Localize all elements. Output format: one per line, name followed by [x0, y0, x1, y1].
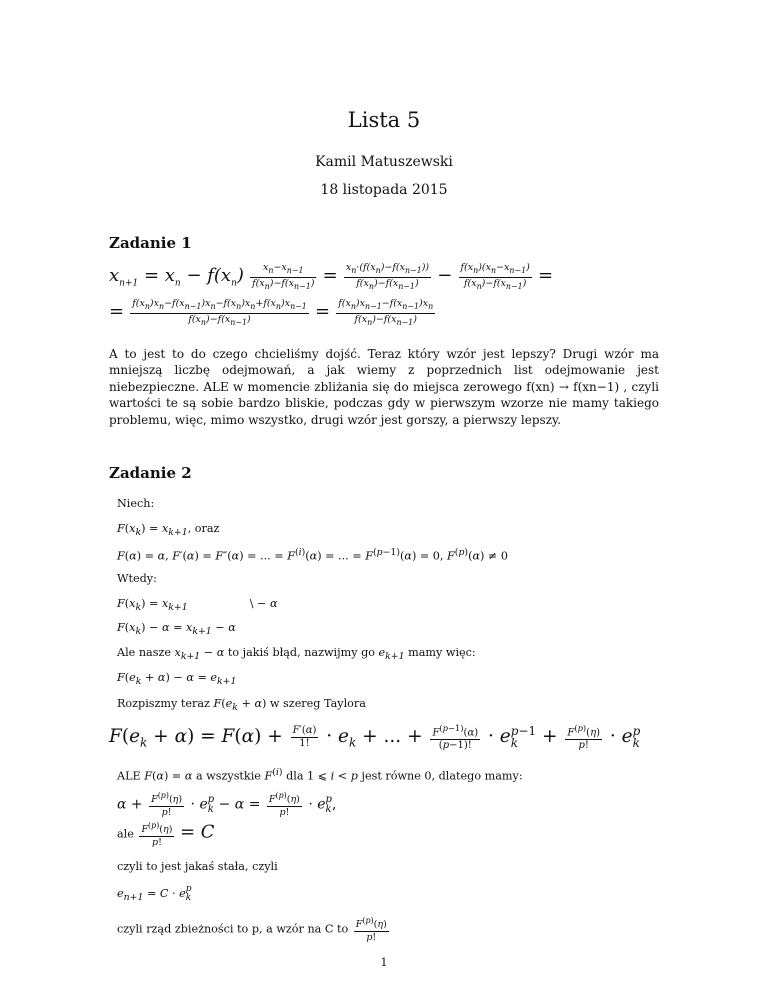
line-error-eq: $F(e_k + \alpha) - \alpha = e_{k+1}$: [117, 671, 237, 688]
section-heading-zadanie-2: Zadanie 2: [109, 464, 192, 482]
text-niech: Niech:: [117, 497, 155, 510]
line-definition: $F(x_k) = x_{k+1}$, oraz: [117, 522, 220, 539]
author: Kamil Matuszewski: [315, 154, 453, 170]
page-number: 1: [380, 956, 388, 969]
text-ale-lower: ale: [117, 827, 134, 841]
text-ale-caps: ALE: [117, 769, 141, 783]
text-to-jakis: to jakiś błąd, nazwijmy go: [227, 646, 375, 659]
taylor-series-equation: $F(e_k + \alpha) = F(\alpha)$ + $\frac{F'(\alpha)}{1!}$ · $e_k$ + ... + $\frac{F^{(p-1)}(\alpha)}{(p-1)!}$ · e p−1 k + $\frac{F^{(p)}(\eta)}{p!}$ · e p k: [109, 723, 641, 752]
line-rozpiszmy: Rozpiszmy teraz $F(e_k + \alpha)$ w szereg Taylora: [117, 697, 366, 714]
page-title: Lista 5: [347, 108, 421, 132]
zadanie-1-paragraph: A to jest to do czego chcieliśmy dojść. Teraz który wzór jest lepszy? Drugi wzór ma mniejszą liczbę odejmowań, a jak wiemy z poprzednich list odejmowanie jest niebezpieczne. ALE w momencie zbliżania się do miejsca zerowego f(xn) → f(xn−1) , czyli wartości te są sobie bardzo bliskie, podczas gdy w pierwszym wzorze nie mamy takiego problemu, więc, mimo wszystko, drugi wzór jest gorszy, a pierwszy lepszy.: [109, 347, 659, 427]
line-recurrence: $e_{n+1} = C \cdot e$ p k: [117, 884, 192, 904]
text-stala: czyli to jest jakaś stała, czyli: [117, 860, 278, 873]
equation-line-2: = $\frac{f(x_n)x_n-f(x_{n-1})x_n-f(x_n)x_n+f(x_n)x_{n-1}}{f(x_n)-f(x_{n-1})}$ = $\frac{f(x_n)x_{n-1}-f(x_{n-1})x_n}{f(x_n)-f(x_{n-1})}$: [109, 298, 434, 327]
text-w-szereg: w szereg Taylora: [269, 697, 366, 710]
line-alpha-sum: α + $\frac{F^{(p)}(\eta)}{p!}$ · e p k − α = $\frac{F^{(p)}(\eta)}{p!}$ · e p k ,: [117, 791, 337, 819]
text-rzad: czyli rząd zbieżności to p, a wzór na C to: [117, 922, 349, 936]
text-mamy-wiec: mamy więc:: [408, 646, 476, 659]
text-jest-rowne: jest równe 0, dlatego mamy:: [361, 769, 523, 783]
date: 18 listopada 2015: [320, 182, 448, 198]
line-ale-lower: ale $\frac{F^{(p)}(\eta)}{p!}$ = C: [117, 821, 215, 849]
text-rozpiszmy: Rozpiszmy teraz: [117, 697, 210, 710]
text-a-wszystkie: a wszystkie: [195, 769, 261, 783]
line-ale-caps: ALE F(α) = α a wszystkie $F^{(i)}$ dla 1 ⩽ i < p jest równe 0, dlatego mamy:: [117, 767, 523, 783]
line-derivatives: F(α) = α, F′(α) = F″(α) = ... = $F^{(i)}(\alpha)$ = ... = $F^{(p-1)}(\alpha) = 0$, $F^{(p)}(\alpha) \ne 0$: [117, 547, 508, 563]
text-oraz: , oraz: [187, 522, 220, 535]
section-heading-zadanie-1: Zadanie 1: [109, 234, 192, 252]
line-fxk-minus-alpha: $F(x_k) - \alpha = x_{k+1} - \alpha$: [117, 621, 236, 638]
text-wtedy: Wtedy:: [117, 572, 157, 585]
line-fxk: $F(x_k) = x_{k+1}$ \ − α: [117, 597, 278, 614]
equation-line-1: $x_{n+1} = x_n - f(x_n)$ $\frac{x_n-x_{n-1}}{f(x_n)-f(x_{n-1})}$ = $\frac{x_n\cdot(f(x_n)-f(x_{n-1}))}{f(x_n)-f(x_{n-1})}$ − $\frac{f(x_n)(x_n-x_{n-1})}{f(x_n)-f(x_{n-1})}$ =: [109, 262, 554, 291]
line-rzad: czyli rząd zbieżności to p, a wzór na C to $\frac{F^{(p)}(\eta)}{p!}$: [117, 916, 387, 944]
text-ale-nasze: Ale nasze: [117, 646, 171, 659]
text-dla: dla: [286, 769, 304, 783]
line-ale-nasze: Ale nasze $x_{k+1} - \alpha$ to jakiś błąd, nazwijmy go $e_{k+1}$ mamy więc:: [117, 646, 476, 663]
